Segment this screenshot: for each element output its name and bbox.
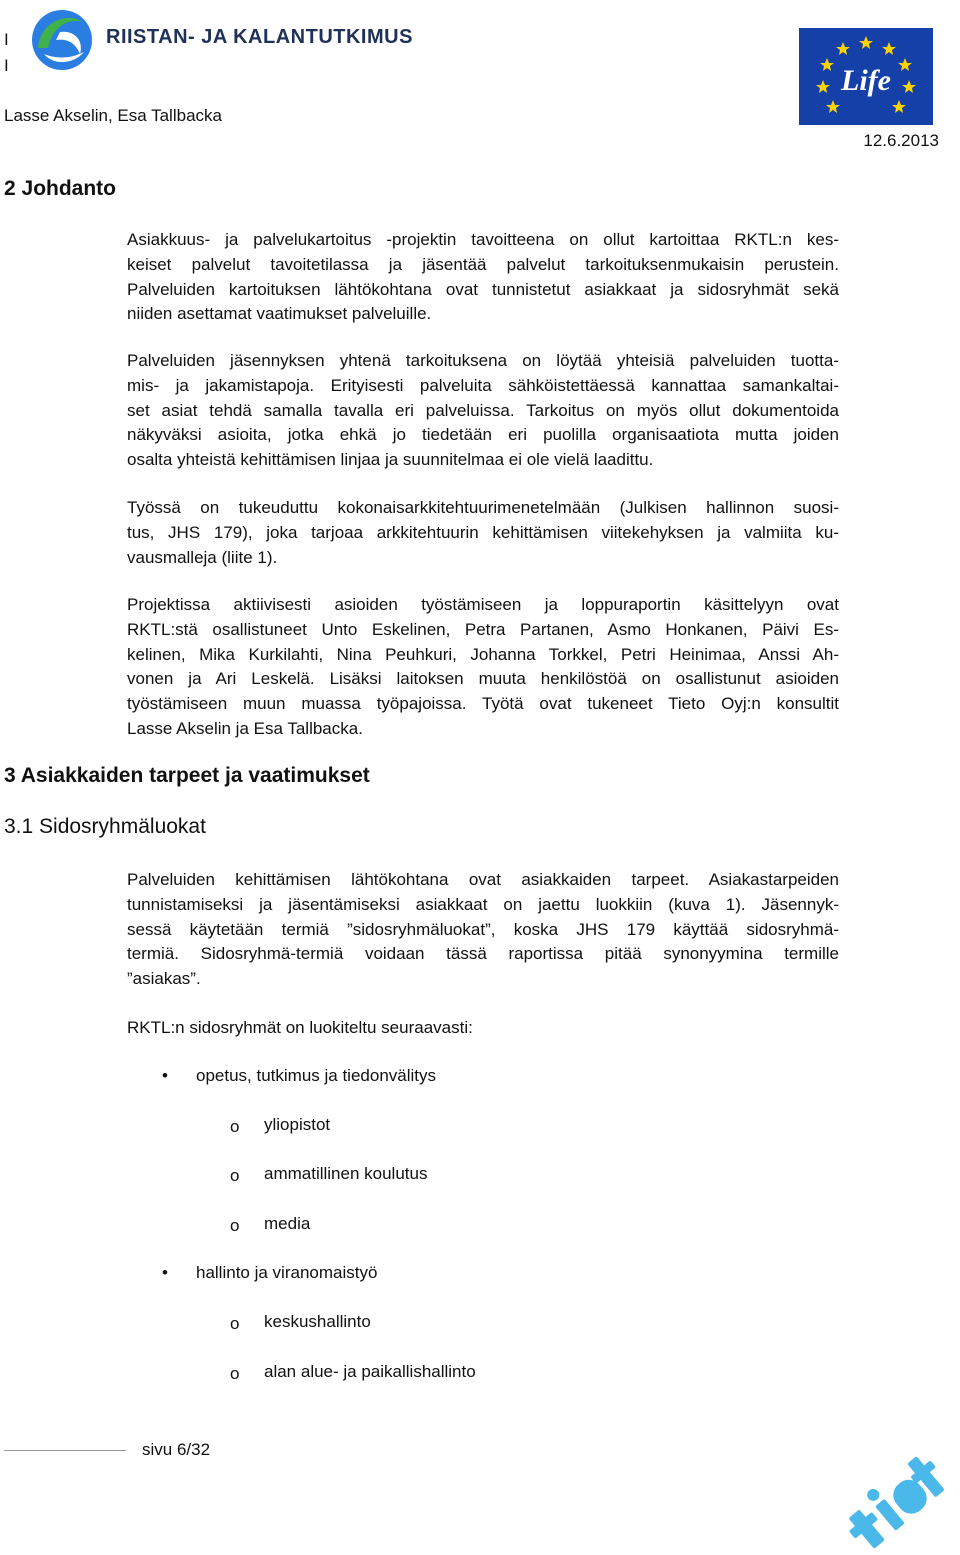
text-line: tunnistamiseksi ja jäsentämiseksi asiakkaat on jaettu luokkiin (kuva 1). Jäsennyk- (127, 894, 839, 914)
sub-bullet-marker: o (230, 1314, 240, 1333)
text-line: mis- ja jakamistapoja. Erityisesti palveluita sähköistettäessä kannattaa samankaltai- (127, 375, 839, 395)
page-number: sivu 6/32 (142, 1440, 211, 1459)
sub-bullet-marker: o (230, 1216, 240, 1235)
text-line: Palveluiden kartoituksen lähtökohtana ovat tunnistetut asiakkaat ja sidosryhmät sekä (127, 279, 839, 299)
paragraph-purpose (127, 349, 839, 473)
sub-bullet-marker: o (230, 1166, 240, 1185)
rktl-logo-icon (30, 8, 94, 72)
text-line: Asiakkuus- ja palvelukartoitus -projektin tavoitteena on ollut kartoittaa RKTL:n kes- (127, 230, 839, 249)
organization-name: RIISTAN- JA KALANTUTKIMUS (106, 26, 413, 48)
text-line: set asiat tehdä samalla tavalla eri palveluissa. Tarkoitus on myös ollut dokumentoida (127, 400, 839, 420)
text-line: keiset palvelut tavoitetilassa ja jäsentää palvelut tarkoituksenmukaisin perustein. (127, 254, 839, 274)
list-item: hallinto ja viranomaistyö (196, 1263, 378, 1282)
text-line: vausmalleja (liite 1). (127, 547, 278, 567)
text-line: ”asiakas”. (127, 969, 201, 989)
paragraph-participants (127, 593, 839, 742)
list-item: media (264, 1214, 311, 1233)
sub-bullet-marker: o (230, 1117, 240, 1136)
text-line: RKTL:stä osallistuneet Unto Eskelinen, Petra Partanen, Asmo Honkanen, Päivi Es- (127, 619, 839, 639)
list-item: ammatillinen koulutus (264, 1164, 428, 1183)
list-item: keskushallinto (264, 1312, 371, 1331)
section-heading: 2 Johdanto (4, 177, 117, 200)
text-line: työstämiseen muun muassa työpajoissa. Työtä ovat tukeneet Tieto Oyj:n konsultit (127, 694, 839, 714)
paragraph-method (127, 496, 839, 570)
eu-life-logo-icon (799, 28, 933, 125)
text-line: näkyväksi asioita, jotka ehkä jo tiedetään eri puolilla organisaatiota mutta joiden (127, 425, 839, 445)
list-item: alan alue- ja paikallishallinto (264, 1362, 476, 1381)
document-date: 12.6.2013 (863, 131, 939, 150)
text-line: tus, JHS 179), joka tarjoaa arkkitehtuurin kehittämisen viitekehyksen ja valmiita ku- (127, 522, 839, 542)
paragraph-stakeholders (127, 868, 839, 992)
subsection-heading: 3.1 Sidosryhmäluokat (4, 815, 206, 838)
text-line: termiä. Sidosryhmä-termiä voidaan tässä raportissa pitää synonyymina termille (127, 944, 839, 964)
list-item: yliopistot (264, 1115, 331, 1134)
text-line: vonen ja Ari Leskelä. Lisäksi laitoksen muuta henkilöstöä on osallistunut asioiden (127, 669, 839, 689)
tieto-logo-icon (820, 1425, 960, 1555)
paragraph-list-intro (127, 1016, 839, 1041)
life-logo-text: Life (841, 64, 891, 97)
bullet-marker: • (162, 1066, 168, 1085)
text-line: osalta yhteistä kehittämisen linjaa ja suunnitelmaa ei ole vielä laadittu. (127, 450, 654, 470)
text-line: RKTL:n sidosryhmät on luokiteltu seuraavasti: (127, 1018, 473, 1037)
text-line: Palveluiden jäsennyksen yhtenä tarkoituksena on löytää yhteisiä palveluiden tuotta- (127, 351, 839, 370)
text-line: kelinen, Mika Kurkilahti, Nina Peuhkuri, Johanna Torkkel, Petri Heinimaa, Anssi Ah- (127, 644, 839, 664)
text-line: Työssä on tukeuduttu kokonaisarkkitehtuurimenetelmään (Julkisen hallinnon suosi- (127, 498, 839, 517)
text-line: niiden asettamat vaatimukset palveluille. (127, 304, 432, 324)
footer-rule (4, 1450, 126, 1451)
list-item: opetus, tutkimus ja tiedonvälitys (196, 1066, 437, 1085)
text-line: sessä käytetään termiä ”sidosryhmäluokat”, koska JHS 179 käyttää sidosryhmä- (127, 919, 839, 939)
text-line: Palveluiden kehittämisen lähtökohtana ovat asiakkaiden tarpeet. Asiakastarpeiden (127, 870, 839, 889)
text-line: Lasse Akselin ja Esa Tallbacka. (127, 718, 363, 738)
margin-mark: I (4, 56, 9, 75)
paragraph-intro (127, 228, 839, 327)
bullet-marker: • (162, 1263, 168, 1282)
section-heading: 3 Asiakkaiden tarpeet ja vaatimukset (4, 764, 370, 787)
document-authors: Lasse Akselin, Esa Tallbacka (4, 106, 222, 125)
margin-mark: I (4, 30, 9, 49)
sub-bullet-marker: o (230, 1364, 240, 1383)
text-line: Projektissa aktiivisesti asioiden työstämiseen ja loppuraportin käsittelyyn ovat (127, 595, 839, 614)
